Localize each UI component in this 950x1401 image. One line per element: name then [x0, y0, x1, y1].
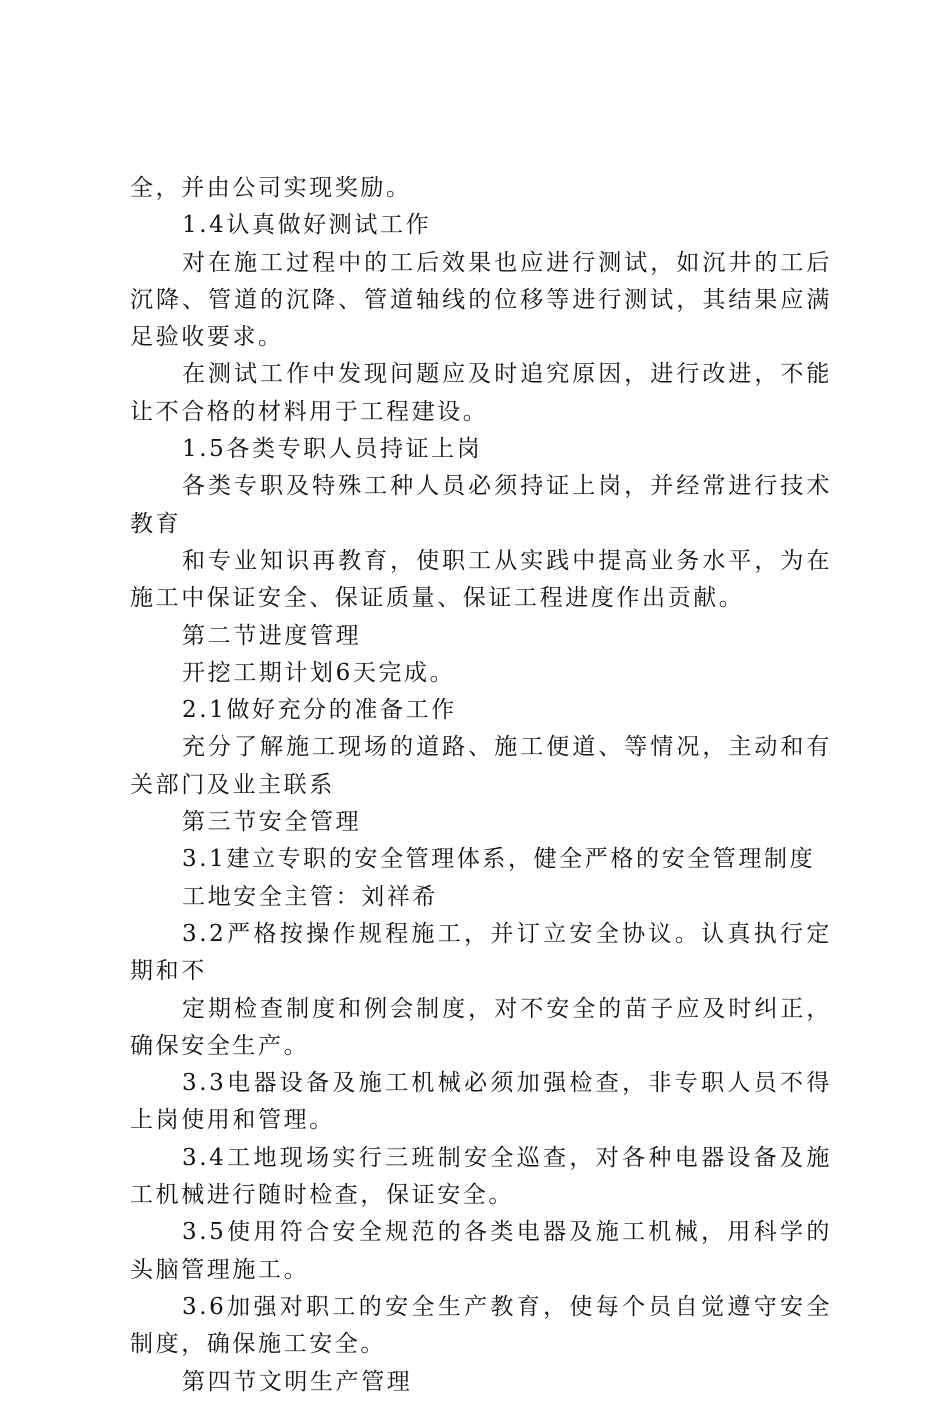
section-3-5: 3.5使用符合安全规范的各类电器及施工机械，用科学的头脑管理施工。 [130, 1219, 832, 1283]
section-heading-1-4: 1.4认真做好测试工作 [182, 212, 432, 239]
chapter-heading-3: 第三节安全管理 [182, 809, 362, 836]
section-3-4: 3.4工地现场实行三班制安全巡查，对各种电器设备及施工机械进行随时检查，保证安全。 [130, 1144, 832, 1209]
chapter-heading-4: 第四节文明生产管理 [182, 1368, 413, 1395]
chapter-heading-2: 第二节进度管理 [182, 622, 362, 649]
section-heading-1-5: 1.5各类专职人员持证上岗 [182, 436, 483, 463]
paragraph-16: 定期检查制度和例会制度，对不安全的苗子应及时纠正，确保安全生产。 [130, 995, 832, 1059]
paragraph-3: 对在施工过程中的工后效果也应进行测试，如沉井的工后沉降、管道的沉降、管道轴线的位移等进行测试，其结果应满足验收要求。 [130, 249, 832, 351]
section-3-2: 3.2严格按操作规程施工，并订立安全协议。认真执行定期和不 [130, 920, 832, 985]
section-3-6: 3.6加强对职工的安全生产教育，使每个员自觉遵守安全制度，确保施工安全。 [130, 1293, 832, 1358]
section-3-3: 3.3电器设备及施工机械必须加强检查，非专职人员不得上岗使用和管理。 [130, 1070, 832, 1134]
paragraph-1: 全，并由公司实现奖励。 [130, 175, 412, 201]
paragraph-6: 各类专职及特殊工种人员必须持证上岗，并经常进行技术教育 [130, 473, 832, 537]
paragraph-9: 开挖工期计划6天完成。 [182, 659, 456, 686]
document-body [130, 170, 832, 1401]
section-heading-3-1: 3.1建立专职的安全管理体系，健全严格的安全管理制度 [182, 846, 816, 873]
paragraph-7: 和专业知识再教育，使职工从实践中提高业务水平，为在施工中保证安全、保证质量、保证工程进度作出贡献。 [130, 547, 832, 612]
paragraph-4: 在测试工作中发现问题应及时追究原因，进行改进，不能让不合格的材料用于工程建设。 [130, 361, 832, 425]
section-heading-2-1: 2.1做好充分的准备工作 [182, 697, 457, 724]
paragraph-11: 充分了解施工现场的道路、施工便道、等情况，主动和有关部门及业主联系 [130, 734, 832, 798]
paragraph-14: 工地安全主管：刘祥希 [182, 883, 438, 910]
